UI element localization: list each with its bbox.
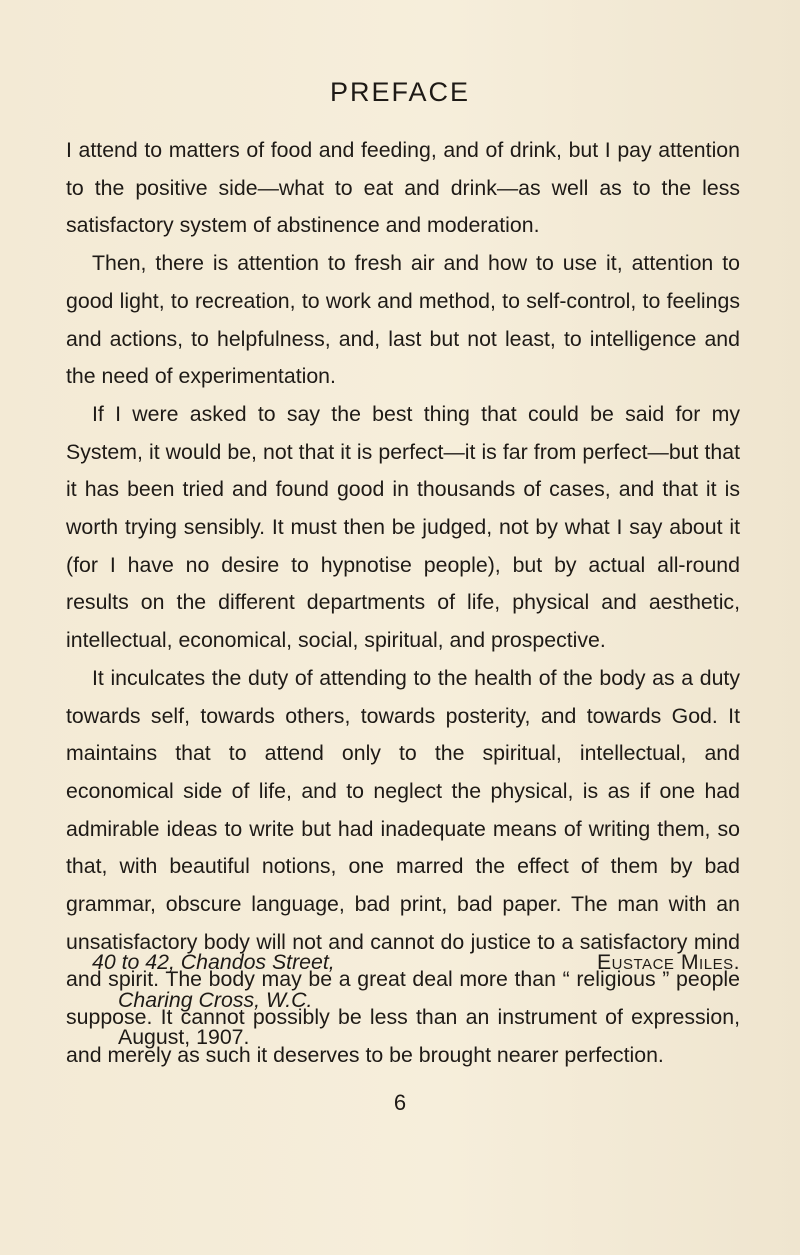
paragraph-2: Then, there is attention to fresh air and how to use it, attention to good light, to recreation, to work and method, to self-control, to feelings and actions, to helpfulness, and, last but not least, to intelligence and the need of experimentation.: [66, 251, 740, 389]
author-name: Eustace Miles.: [596, 950, 740, 974]
address-line-2: Charing Cross, W.C.: [118, 987, 313, 1012]
preface-body: [66, 132, 740, 1075]
running-head: PREFACE: [329, 77, 471, 107]
paragraph-3: If I were asked to say the best thing that could be said for my System, it would be, not that it is perfect—it is far from perfect—but that it has been tried and found good in thousands of cases, and that it is worth trying sensibly. It must then be judged, not by what I say about it (for I have no desire to hypnotise people), but by actual all-round results on the different departments of life, physical and aesthetic, intellectual, economical, social, spiritual, and prospective.: [66, 401, 740, 653]
paragraph-4: It inculcates the duty of attending to the health of the body as a duty towards self, towards others, towards posterity, and towards God. It maintains that to attend only to the spiritual, intellectual, and economical side of life, and to neglect the physical, is as if one had admirable ideas to write but had inadequate means of writing them, so that, with beautiful notions, one marred the effect of them by bad grammar, obscure language, bad print, bad paper. The man with an unsatisfactory body will not and cannot do justice to a satisfactory mind and spirit. The body may be a great deal more than “ religious ” people suppose. It cannot possibly be less than an instrument of expression, and merely as such it deserves to be brought nearer perfection.: [66, 665, 740, 1067]
paragraph-1: I attend to matters of food and feeding, and of drink, but I pay attention to the positive side—what to eat and drink—as well as to the less satisfactory system of abstinence and moderation.: [66, 138, 740, 238]
address-line-1: 40 to 42, Chandos Street,: [92, 950, 335, 974]
date-line: August, 1907.: [118, 1025, 250, 1050]
address-block: [92, 944, 335, 1057]
page-number: 6: [393, 1090, 407, 1115]
signature-block: [66, 944, 740, 1062]
